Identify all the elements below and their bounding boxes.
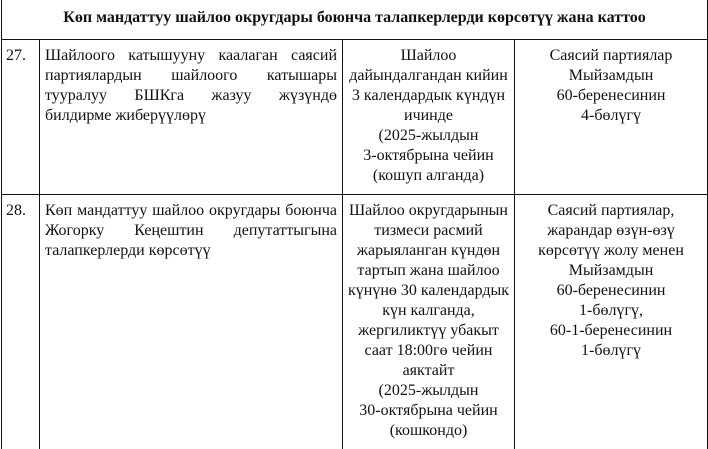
cell-line: 27. — [6, 47, 26, 64]
legal-basis — [514, 40, 707, 194]
cell-line: жарандар өзүн-өзү — [547, 222, 675, 239]
deadline — [342, 40, 514, 194]
cell-line: аяктайт — [402, 362, 455, 379]
table-title: Көп мандаттуу шайлоо округдары боюнча талапкерлерди көрсөтүү жана каттоо — [2, 0, 707, 40]
cell-line: 28. — [6, 202, 26, 219]
cell-line: партиялардын шайлоого катышары — [45, 67, 337, 84]
cell-line: 1-бөлүгү, — [578, 302, 643, 319]
table-row — [2, 195, 707, 449]
deadline — [342, 195, 514, 449]
cell-line: 30-октябрына чейин — [359, 402, 498, 419]
cell-line: 60-беренесинин — [556, 87, 666, 104]
cell-line: тартып жана шайлоо — [357, 262, 500, 279]
action-description — [39, 40, 342, 194]
table-row — [2, 40, 707, 195]
cell-line: 3 календардык күндүн — [351, 87, 506, 104]
cell-line: Жогорку Кеңештин депутаттыгына — [45, 222, 337, 239]
legal-basis — [514, 195, 707, 449]
cell-line: көрсөтүү жолу менен — [538, 242, 684, 259]
cell-line: саат 18:00гө чейин — [364, 342, 493, 359]
action-description — [39, 195, 342, 449]
cell-line: тууралуу БШКга жазуу жүзүндө — [45, 87, 337, 104]
table-body — [2, 40, 707, 449]
cell-line: Шайлоого катышууну каалаган саясий — [45, 47, 337, 64]
cell-line: (кошуп алганда) — [372, 167, 485, 184]
cell-line: Мыйзамдын — [568, 67, 654, 84]
election-schedule-table — [1, 0, 708, 449]
cell-line: Саясий партиялар, — [547, 202, 675, 219]
cell-line: Шайлоо — [400, 47, 457, 64]
cell-line: жарыяланган күндөн — [356, 242, 501, 259]
cell-line: талапкерлерди көрсөтүү — [45, 242, 211, 259]
cell-line: (кошкондо) — [389, 422, 468, 439]
cell-line: жергиликтүү убакыт — [358, 322, 499, 339]
cell-line: ичинде — [404, 107, 453, 124]
cell-line: билдирме жиберүүлөрү — [45, 107, 207, 124]
cell-line: (2025-жылдын — [378, 127, 479, 144]
cell-line: Саясий партиялар — [549, 47, 673, 64]
cell-line: 60-беренесинин — [556, 282, 666, 299]
cell-line: күн калганда, — [382, 302, 475, 319]
cell-line: (2025-жылдын — [378, 382, 479, 399]
cell-line: тизмеси расмий — [374, 222, 483, 239]
row-number — [2, 40, 39, 194]
cell-line: 3-октябрына чейин — [363, 147, 494, 164]
cell-line: дайындалгандан кийин — [349, 67, 508, 84]
cell-line: Шайлоо округдарынын — [349, 202, 508, 219]
cell-line: Көп мандаттуу шайлоо округдары боюнча — [45, 202, 337, 219]
cell-line: Мыйзамдын — [568, 262, 654, 279]
cell-line: 60-1-беренесинин — [549, 322, 673, 339]
cell-line: күнүнө 30 календардык — [348, 282, 510, 299]
cell-line: 1-бөлүгү — [580, 342, 641, 359]
cell-line: 4-бөлүгү — [580, 107, 641, 124]
row-number — [2, 195, 39, 449]
